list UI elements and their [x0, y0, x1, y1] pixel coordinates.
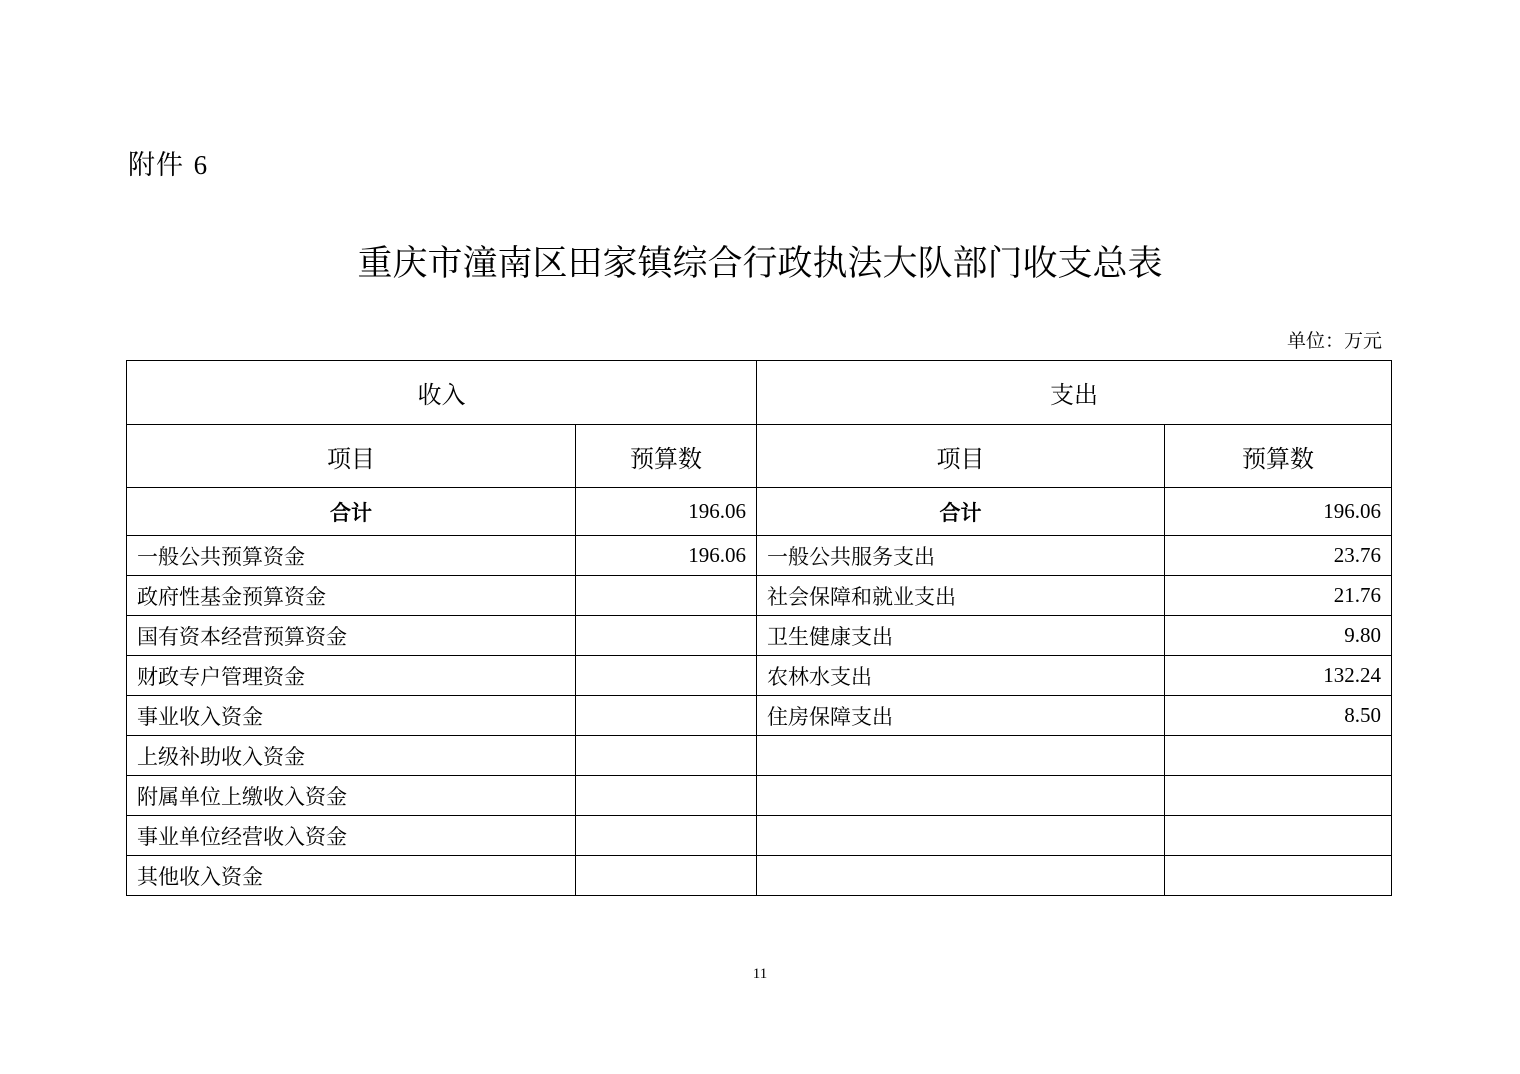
- income-value-cell: [576, 656, 757, 696]
- income-value-cell: [576, 856, 757, 896]
- expense-item-cell: 住房保障支出: [757, 696, 1165, 736]
- income-total-value: 196.06: [576, 488, 757, 536]
- total-row: [127, 488, 1392, 536]
- expense-item-cell: [757, 816, 1165, 856]
- income-item-cell: 政府性基金预算资金: [127, 576, 576, 616]
- unit-label: 单位：万元: [1286, 330, 1382, 352]
- expense-value-cell: 132.24: [1165, 656, 1392, 696]
- income-item-header: 项目: [127, 425, 576, 488]
- table-row: [127, 776, 1392, 816]
- income-value-cell: 196.06: [576, 536, 757, 576]
- income-item-cell: 附属单位上缴收入资金: [127, 776, 576, 816]
- expense-item-cell: 社会保障和就业支出: [757, 576, 1165, 616]
- expense-item-cell: [757, 776, 1165, 816]
- attachment-number: 6: [193, 150, 209, 180]
- income-value-cell: [576, 776, 757, 816]
- table-row: [127, 656, 1392, 696]
- expense-item-cell: [757, 856, 1165, 896]
- budget-table: [126, 360, 1392, 896]
- expense-value-cell: 8.50: [1165, 696, 1392, 736]
- table-row: [127, 616, 1392, 656]
- expense-item-header: 项目: [757, 425, 1165, 488]
- income-value-cell: [576, 616, 757, 656]
- table-row: [127, 816, 1392, 856]
- expense-value-cell: [1165, 736, 1392, 776]
- table-row: [127, 736, 1392, 776]
- attachment-text: 附件: [128, 150, 184, 181]
- income-item-cell: 其他收入资金: [127, 856, 576, 896]
- table-row: [127, 536, 1392, 576]
- expense-item-cell: [757, 736, 1165, 776]
- income-item-cell: 事业收入资金: [127, 696, 576, 736]
- income-budget-header: 预算数: [576, 425, 757, 488]
- table-header-row-2: [127, 425, 1392, 488]
- expense-value-cell: [1165, 816, 1392, 856]
- income-item-cell: 一般公共预算资金: [127, 536, 576, 576]
- income-value-cell: [576, 576, 757, 616]
- expense-item-cell: 卫生健康支出: [757, 616, 1165, 656]
- page-title: 重庆市潼南区田家镇综合行政执法大队部门收支总表: [357, 244, 1163, 284]
- income-item-cell: 上级补助收入资金: [127, 736, 576, 776]
- expense-value-cell: 23.76: [1165, 536, 1392, 576]
- attachment-label: [128, 143, 208, 182]
- expense-total-label: 合计: [757, 488, 1165, 536]
- income-value-cell: [576, 816, 757, 856]
- income-value-cell: [576, 736, 757, 776]
- table-header-row-1: [127, 361, 1392, 425]
- income-item-cell: 国有资本经营预算资金: [127, 616, 576, 656]
- income-header: 收入: [127, 361, 757, 425]
- income-total-label: 合计: [127, 488, 576, 536]
- expense-value-cell: [1165, 856, 1392, 896]
- income-item-cell: 财政专户管理资金: [127, 656, 576, 696]
- expense-value-cell: 21.76: [1165, 576, 1392, 616]
- expense-value-cell: [1165, 776, 1392, 816]
- expense-total-value: 196.06: [1165, 488, 1392, 536]
- expense-item-cell: 农林水支出: [757, 656, 1165, 696]
- page-number: 11: [752, 966, 768, 982]
- expense-value-cell: 9.80: [1165, 616, 1392, 656]
- expense-header: 支出: [757, 361, 1392, 425]
- expense-budget-header: 预算数: [1165, 425, 1392, 488]
- table-row: [127, 856, 1392, 896]
- table-row: [127, 576, 1392, 616]
- income-value-cell: [576, 696, 757, 736]
- income-item-cell: 事业单位经营收入资金: [127, 816, 576, 856]
- table-row: [127, 696, 1392, 736]
- expense-item-cell: 一般公共服务支出: [757, 536, 1165, 576]
